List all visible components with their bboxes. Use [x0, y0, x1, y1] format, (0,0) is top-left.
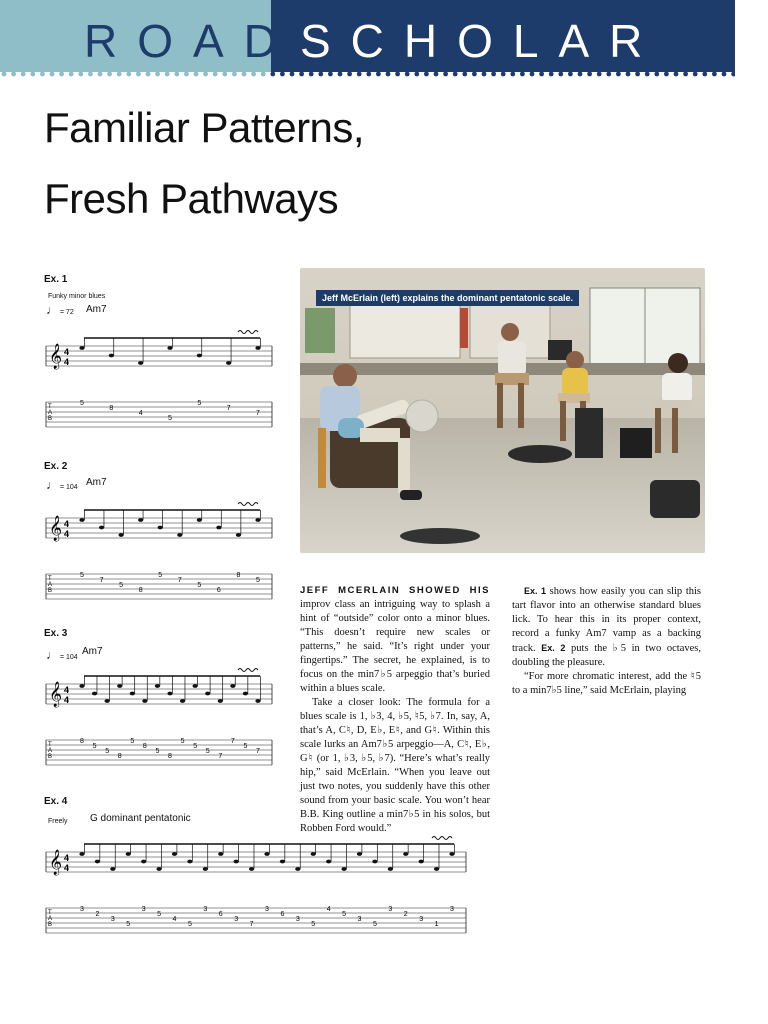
- border-dot: [98, 72, 103, 77]
- border-dot: [21, 72, 26, 77]
- border-dot: [731, 72, 735, 77]
- tab-number: 5: [372, 921, 377, 928]
- tab-number: 5: [157, 911, 162, 918]
- border-dot: [549, 72, 554, 77]
- notehead: [99, 526, 104, 530]
- treble-clef-icon: 𝄞: [49, 516, 63, 541]
- tab-number: 3: [234, 916, 239, 923]
- notehead: [341, 867, 346, 871]
- tab-number: 5: [158, 572, 163, 579]
- border-dot: [203, 72, 208, 77]
- tab-number: 5: [105, 748, 110, 755]
- time-signature-icon: 4: [64, 529, 70, 539]
- border-dot: [155, 72, 160, 77]
- border-dot: [50, 72, 55, 77]
- notehead: [110, 867, 115, 871]
- tab-number: 7: [256, 748, 260, 755]
- example-2-label: Ex. 2: [44, 461, 68, 472]
- notehead: [205, 692, 210, 696]
- border-dot: [414, 72, 419, 77]
- border-dot: [693, 72, 698, 77]
- example-1-label: Ex. 1: [44, 274, 68, 285]
- notehead: [295, 867, 300, 871]
- notehead: [218, 699, 223, 703]
- border-dot: [30, 72, 35, 77]
- tab-number: 8: [142, 743, 147, 750]
- example-1-reference: Ex. 1: [524, 586, 547, 596]
- tab-number: 7: [256, 410, 260, 417]
- tab-number: 7: [226, 405, 231, 412]
- tab-number: 5: [130, 738, 135, 745]
- tab-number: 5: [180, 738, 185, 745]
- border-dot: [376, 72, 381, 77]
- border-dot: [712, 72, 717, 77]
- border-dot: [405, 72, 410, 77]
- vibrato-icon: [238, 669, 258, 672]
- border-dot: [472, 72, 477, 77]
- border-dot: [606, 72, 611, 77]
- notehead: [226, 361, 231, 365]
- tab-number: 5: [197, 582, 202, 589]
- headline-line-1: Familiar Patterns,: [44, 104, 365, 151]
- notehead: [141, 860, 146, 864]
- tab-number: 8: [236, 572, 241, 579]
- notehead: [187, 860, 192, 864]
- notehead: [167, 692, 172, 696]
- border-dot: [539, 72, 544, 77]
- tab-number: 3: [295, 916, 300, 923]
- tab-number: 5: [342, 911, 347, 918]
- tab-number: 8: [80, 738, 84, 745]
- headline-line-2: Fresh Pathways: [44, 175, 339, 222]
- banner-word-road: ROAD: [84, 15, 297, 67]
- notehead: [167, 346, 172, 350]
- tab-number: 4: [326, 906, 331, 913]
- border-dot: [309, 72, 314, 77]
- border-dot: [242, 72, 247, 77]
- vibrato-icon: [238, 503, 258, 506]
- tab-number: 8: [117, 753, 122, 760]
- border-dot: [88, 72, 93, 77]
- border-dot: [146, 72, 151, 77]
- class-photo: [300, 268, 705, 553]
- tab-letter: B: [48, 754, 53, 760]
- tab-number: 3: [265, 906, 269, 913]
- notehead: [197, 518, 202, 522]
- notehead: [311, 852, 316, 856]
- notehead: [126, 852, 131, 856]
- border-dot: [213, 72, 218, 77]
- example-1-notation: [46, 318, 278, 438]
- border-dot: [59, 72, 64, 77]
- notehead: [79, 684, 84, 688]
- notehead: [249, 867, 254, 871]
- notehead: [155, 684, 160, 688]
- border-dot: [520, 72, 525, 77]
- notehead: [130, 692, 135, 696]
- notehead: [197, 354, 202, 358]
- tab-number: 5: [243, 743, 248, 750]
- tab-letter: T: [48, 910, 52, 916]
- tab-number: 5: [126, 921, 131, 928]
- treble-clef-icon: 𝄞: [49, 850, 63, 875]
- tab-number: 8: [109, 405, 114, 412]
- border-dot: [395, 72, 400, 77]
- tab-number: 5: [168, 415, 172, 422]
- treble-clef-icon: 𝄞: [49, 344, 63, 369]
- tab-letter: A: [48, 916, 53, 922]
- tab-number: 3: [419, 916, 424, 923]
- notehead: [180, 699, 185, 703]
- notehead: [449, 852, 454, 856]
- tab-number: 5: [80, 572, 84, 579]
- border-dot: [290, 72, 295, 77]
- example-4-label: Ex. 4: [44, 796, 68, 807]
- notehead: [193, 684, 198, 688]
- border-dot: [491, 72, 496, 77]
- classroom-photo-illustration: [300, 268, 705, 553]
- border-dot: [510, 72, 515, 77]
- border-dot: [2, 72, 7, 77]
- border-dot: [616, 72, 621, 77]
- tab-number: 2: [95, 911, 100, 918]
- article-paragraph-2: Take a closer look: The formula for a blues scale is 1, ♭3, 4, ♭5, ♮5, ♭7. In, say, A, that’s A, C♮, D, E♭, E♮, and G♮. Within this scale lurks an Am7♭5 arpeggio—A, C♮, E♭, G♮ (or 1, ♭3, ♭5, ♭7). “Here’s what’s really hip,” said McErlain. “When you leave out just two notes, you suddenly have this other sound from your basic scale. You won’t hear B.B. King outline a min7♭5 in his solos, but Robben Ford would.”: [300, 697, 490, 834]
- example-3-label: Ex. 3: [44, 628, 68, 639]
- example-1-style: Funky minor blues: [48, 293, 106, 300]
- tab-letter: B: [48, 416, 53, 422]
- tab-letter: A: [48, 410, 53, 416]
- border-dot: [664, 72, 669, 77]
- border-dot: [357, 72, 362, 77]
- notehead: [357, 852, 362, 856]
- notehead: [326, 860, 331, 864]
- border-dot: [587, 72, 592, 77]
- tab-number: 5: [155, 748, 160, 755]
- tab-number: 7: [99, 577, 104, 584]
- border-dot: [683, 72, 688, 77]
- vibrato-icon: [238, 331, 258, 334]
- tab-number: 5: [193, 743, 198, 750]
- notehead: [158, 526, 163, 530]
- border-dot: [722, 72, 727, 77]
- border-dot: [69, 72, 74, 77]
- tab-number: 3: [141, 906, 146, 913]
- vibrato-icon: [432, 837, 452, 840]
- tab-number: 3: [80, 906, 84, 913]
- notehead: [230, 684, 235, 688]
- border-dot: [462, 72, 467, 77]
- notehead: [236, 533, 241, 537]
- article-lead: JEFF MCERLAIN SHOWED HIS: [300, 585, 490, 596]
- border-dot: [261, 72, 266, 77]
- tab-number: 5: [311, 921, 316, 928]
- treble-clef-icon: 𝄞: [49, 682, 63, 707]
- notehead: [372, 860, 377, 864]
- tab-letter: B: [48, 588, 53, 594]
- tab-number: 7: [249, 921, 254, 928]
- border-dot: [338, 72, 343, 77]
- notehead: [218, 852, 223, 856]
- example-4-style: Freely: [48, 818, 68, 825]
- tab-number: 5: [205, 748, 210, 755]
- tab-number: 5: [119, 582, 124, 589]
- tab-number: 7: [230, 738, 235, 745]
- example-1-tempo: ♩ = 72: [46, 303, 74, 317]
- border-dot: [453, 72, 458, 77]
- notehead: [119, 533, 124, 537]
- article-paragraph-1: JEFF MCERLAIN SHOWED HIS improv class an intriguing way to splash a hint of “outside” color onto a minor blues. “This doesn’t require new scales or patterns,” he said. “It’s right under your fingertips.” The secret, he explained, is to focus on the min7♭5 arpeggio that’s buried within a blues scale.: [300, 585, 490, 694]
- border-dot: [251, 72, 256, 77]
- article-paragraph-4: “For more chromatic interest, add the ♮5 to a min7♭5 line,” said McErlain, playing: [512, 671, 701, 696]
- tab-number: 3: [110, 916, 115, 923]
- example-4-chord: G dominant pentatonic: [90, 813, 191, 824]
- notehead: [255, 699, 260, 703]
- quarter-note-icon: ♩: [46, 648, 58, 662]
- border-dot: [434, 72, 439, 77]
- article-column-1: [300, 584, 490, 836]
- notehead: [255, 346, 260, 350]
- banner-dotted-border: [0, 70, 735, 78]
- photo-caption: Jeff McErlain (left) explains the dominant pentatonic scale.: [316, 290, 579, 306]
- notehead: [264, 852, 269, 856]
- border-dot: [501, 72, 506, 77]
- border-dot: [482, 72, 487, 77]
- tab-number: 5: [256, 577, 260, 584]
- example-2-reference: Ex. 2: [541, 643, 566, 653]
- notehead: [434, 867, 439, 871]
- border-dot: [635, 72, 640, 77]
- example-4-notation: [46, 824, 472, 944]
- border-dot: [578, 72, 583, 77]
- border-dot: [232, 72, 237, 77]
- notehead: [79, 518, 84, 522]
- notehead: [79, 346, 84, 350]
- article-paragraph-3: Ex. 1 shows how easily you can slip this tart flavor into an otherwise standard blues lick. To hear this in its proper context, record a funky Am7 vamp as a backing track. Ex. 2 puts the ♭5 in two octaves, doubling the pleasure.: [512, 586, 701, 668]
- notehead: [255, 518, 260, 522]
- border-dot: [222, 72, 227, 77]
- tab-number: 6: [216, 587, 221, 594]
- example-3-tempo: ♩ = 104: [46, 648, 78, 662]
- border-dot: [280, 72, 285, 77]
- border-dot: [386, 72, 391, 77]
- tab-number: 3: [450, 906, 454, 913]
- tab-number: 3: [357, 916, 362, 923]
- border-dot: [328, 72, 333, 77]
- example-3-chord: Am7: [82, 646, 103, 657]
- border-dot: [174, 72, 179, 77]
- example-3-notation: [46, 656, 278, 776]
- example-1-chord: Am7: [86, 304, 107, 315]
- notehead: [142, 699, 147, 703]
- time-signature-icon: 4: [64, 695, 70, 705]
- tab-number: 3: [388, 906, 393, 913]
- article-column-2: [512, 584, 701, 698]
- tab-letter: T: [48, 742, 52, 748]
- border-dot: [558, 72, 563, 77]
- border-dot: [674, 72, 679, 77]
- notehead: [117, 684, 122, 688]
- border-dot: [11, 72, 16, 77]
- border-dot: [136, 72, 141, 77]
- notehead: [419, 860, 424, 864]
- notehead: [243, 692, 248, 696]
- border-dot: [78, 72, 83, 77]
- banner: [0, 0, 735, 72]
- tab-letter: T: [48, 404, 52, 410]
- border-dot: [184, 72, 189, 77]
- border-dot: [424, 72, 429, 77]
- notehead: [234, 860, 239, 864]
- notehead: [109, 354, 114, 358]
- quarter-note-icon: ♩: [46, 303, 58, 317]
- tab-number: 7: [218, 753, 223, 760]
- notehead: [172, 852, 177, 856]
- tab-number: 6: [280, 911, 285, 918]
- example-2-notation: [46, 490, 278, 610]
- tab-number: 4: [172, 916, 177, 923]
- notehead: [105, 699, 110, 703]
- border-dot: [117, 72, 122, 77]
- border-dot: [318, 72, 323, 77]
- quarter-note-icon: ♩: [46, 478, 58, 492]
- tab-number: 4: [138, 410, 143, 417]
- tab-number: 8: [168, 753, 172, 760]
- notehead: [403, 852, 408, 856]
- time-signature-icon: 4: [64, 519, 70, 529]
- border-dot: [165, 72, 170, 77]
- notehead: [177, 533, 182, 537]
- time-signature-icon: 4: [64, 357, 70, 367]
- tab-letter: B: [48, 922, 53, 928]
- time-signature-icon: 4: [64, 853, 70, 863]
- tab-number: 7: [177, 577, 182, 584]
- notehead: [95, 860, 100, 864]
- border-dot: [107, 72, 112, 77]
- tab-number: 5: [92, 743, 97, 750]
- border-dot: [626, 72, 631, 77]
- tab-number: 5: [197, 400, 202, 407]
- tab-number: 6: [218, 911, 223, 918]
- time-signature-icon: 4: [64, 685, 70, 695]
- border-dot: [270, 72, 275, 77]
- example-2-chord: Am7: [86, 477, 107, 488]
- notehead: [92, 692, 97, 696]
- tab-number: 5: [80, 400, 84, 407]
- notehead: [138, 361, 143, 365]
- notehead: [156, 867, 161, 871]
- border-dot: [702, 72, 707, 77]
- banner-word-scholar: SCHOLAR: [300, 15, 663, 67]
- border-dot: [40, 72, 45, 77]
- tab-letter: A: [48, 748, 53, 754]
- border-dot: [597, 72, 602, 77]
- border-dot: [530, 72, 535, 77]
- time-signature-icon: 4: [64, 347, 70, 357]
- tab-number: 8: [138, 587, 143, 594]
- border-dot: [194, 72, 199, 77]
- tab-letter: A: [48, 582, 53, 588]
- border-dot: [645, 72, 650, 77]
- notehead: [388, 867, 393, 871]
- notehead: [216, 526, 221, 530]
- notehead: [138, 518, 143, 522]
- time-signature-icon: 4: [64, 863, 70, 873]
- border-dot: [568, 72, 573, 77]
- border-dot: [347, 72, 352, 77]
- border-dot: [654, 72, 659, 77]
- tab-number: 5: [187, 921, 192, 928]
- border-dot: [366, 72, 371, 77]
- tab-number: 2: [403, 911, 408, 918]
- notehead: [79, 852, 84, 856]
- tab-number: 1: [434, 921, 439, 928]
- notehead: [280, 860, 285, 864]
- border-dot: [126, 72, 131, 77]
- tab-number: 3: [203, 906, 208, 913]
- tab-letter: T: [48, 576, 52, 582]
- border-dot: [443, 72, 448, 77]
- notehead: [203, 867, 208, 871]
- border-dot: [299, 72, 304, 77]
- example-2-tempo: ♩ = 104: [46, 478, 78, 492]
